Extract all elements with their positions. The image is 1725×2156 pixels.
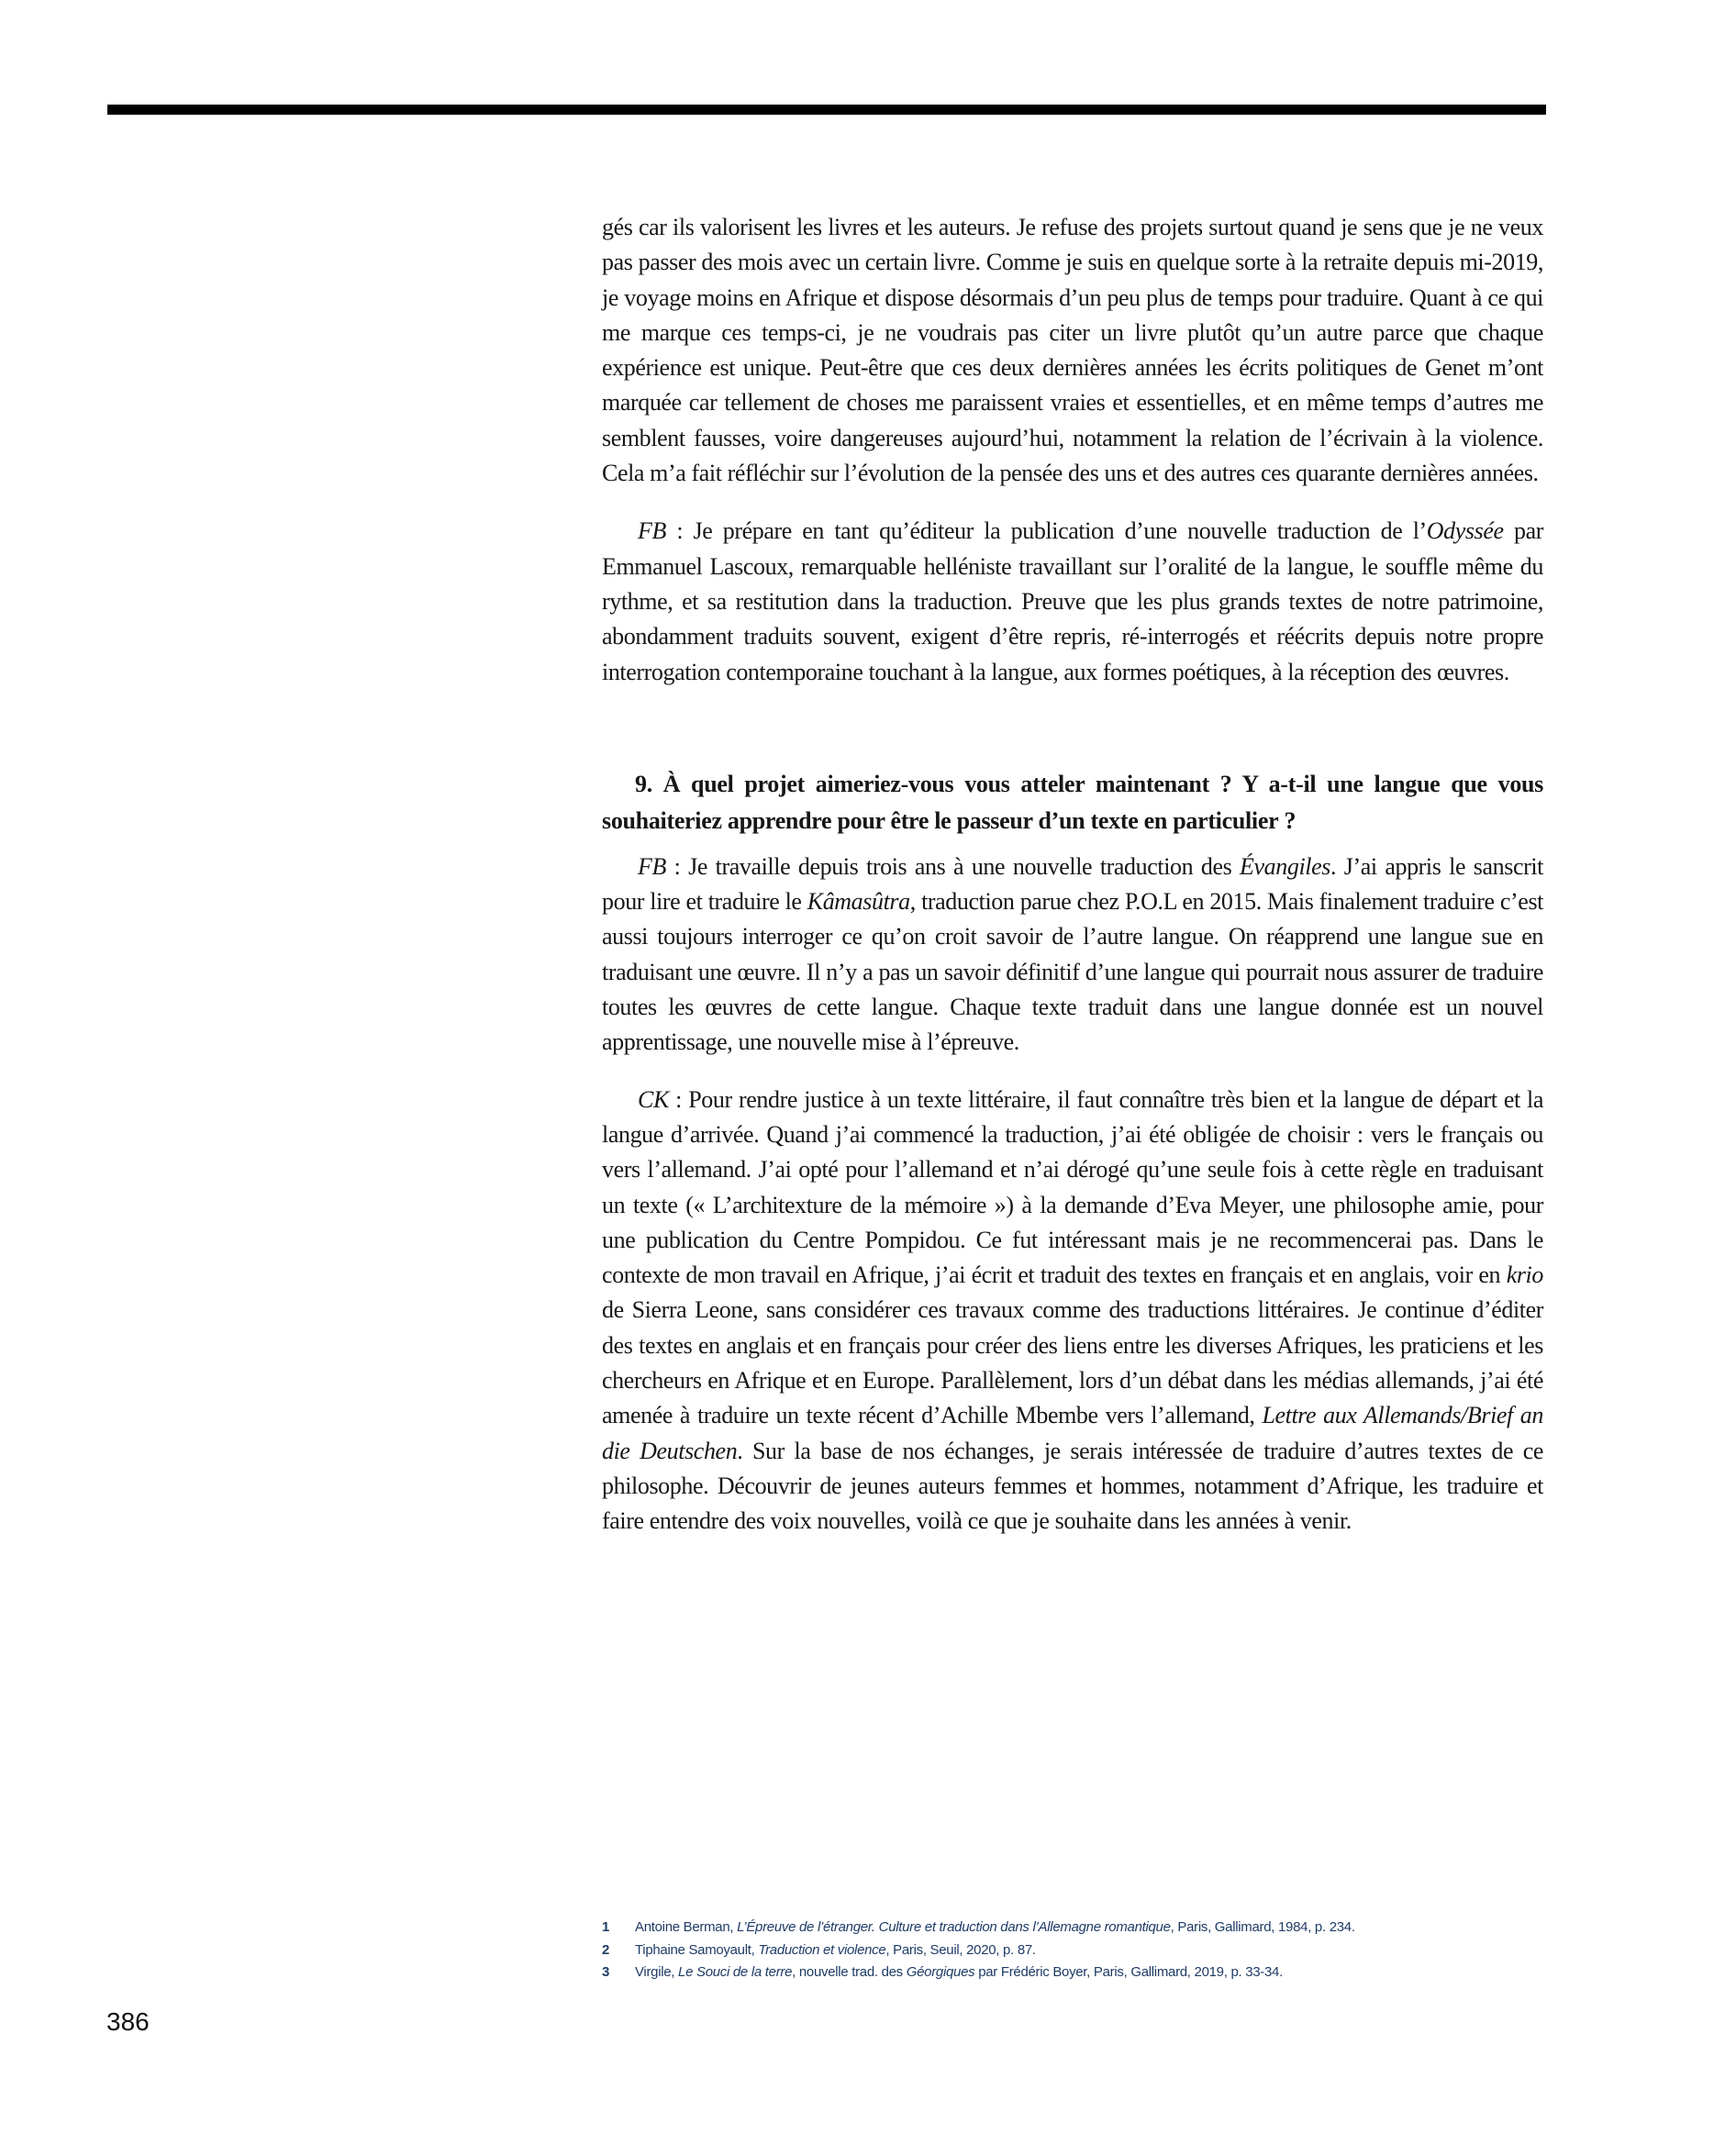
footnote [602,1917,1547,1939]
italic-run: Lettre aux Allemands/Brief an die Deutschen [602,1402,1543,1464]
italic-run: Traduction et violence [758,1941,886,1958]
paragraph-continuation [602,210,1543,491]
italic-run: FB [638,517,666,545]
text-run: . Sur la base de nos échanges, je serais intéressée de traduire d’autres textes de ce philosophe. Découvrir de jeunes auteurs femmes et hommes, notamment d’Afrique, les traduire et faire entendre des voix nouvelles, voilà ce que je souhaite dans les années à venir. [602,1437,1543,1535]
italic-run: CK [638,1085,669,1113]
page-number: 386 [106,2007,150,2036]
italic-run: krio [1506,1261,1543,1289]
italic-run: Évangiles [1240,852,1330,880]
italic-run: Géorgiques [906,1964,975,1981]
footnote-text [635,1917,1547,1939]
text-run: : Je travaille depuis trois ans à une nouvelle traduction des [665,852,1241,880]
text-run: Antoine Berman, [635,1919,738,1935]
text-run: par Frédéric Boyer, Paris, Gallimard, 2019, p. 33-34. [974,1964,1283,1981]
footnote-number: 2 [602,1941,610,1958]
text-run: : Pour rendre justice à un texte littéraire, il faut connaître très bien et la langue de départ et la langue d’arrivée. Quand j’ai commencé la traduction, j’ai été obligée de choisir : vers le français ou vers l’allemand. J’ai opté pour l’allemand et n’ai dérogé qu’une seule fois à cette règle en traduisant un texte (« L’architexture de la mémoire ») à la demande d’Eva Meyer, une philosophe amie, pour une publication du Centre Pompidou. Ce fut intéressant mais je ne recommencerai pas. Dans le contexte de mon travail en Afrique, j’ai écrit et traduit des textes en français et en anglais, voir en [602,1085,1543,1289]
footnote-number: 1 [602,1919,610,1935]
footnote [602,1962,1547,1984]
text-run: Virgile, [635,1964,679,1981]
text-run: . J’ai appris le sanscrit pour lire et traduire le [602,852,1543,916]
footnote-text [635,1939,1547,1962]
text-run: par Emmanuel Lascoux, remarquable helléniste travaillant sur l’oralité de la langue, le souffle même du rythme, et sa restitution dans la traduction. Preuve que les plus grands textes de notre patrimoine, abondamment traduits souvent, exigent d’être repris, ré-interrogés et réécrits depuis notre propre interrogation contemporaine touchant à la langue, aux formes poétiques, à la réception des œuvres. [602,517,1543,685]
text-run: , traduction parue chez P.O.L en 2015. Mais finalement traduire c’est aussi toujours interroger ce qu’on croit savoir de l’autre langue. On réapprend une langue sue en traduisant une œuvre. Il n’y a pas un savoir définitif d’une langue qui pourrait nous assurer de traduire toutes les œuvres de cette langue. Chaque texte traduit dans une langue donnée est un nouvel apprentissage, une nouvelle mise à l’épreuve. [602,888,1543,1056]
italic-run: Le Souci de la terre [678,1964,793,1981]
footnotes [602,1917,1547,1984]
text-run: , Paris, Seuil, 2020, p. 87. [885,1941,1036,1958]
text-run: : Je prépare en tant qu’éditeur la publication d’une nouvelle traduction de l’ [665,517,1427,545]
paragraph-ck [602,1083,1543,1539]
text-run: 9. À quel projet aimeriez-vous vous atteler maintenant ? Y a-t-il une langue que vous souhaiteriez apprendre pour être le passeur d’un texte en particulier ? [602,770,1543,834]
italic-run: Odyssée [1426,517,1504,545]
text-run: de Sierra Leone, sans considérer ces travaux comme des traductions littéraires. Je continue d’éditer des textes en anglais et en français pour créer des liens entre les diverses Afriques, les praticiens et les chercheurs en Afrique et en Europe. Parallèlement, lors d’un débat dans les médias allemands, j’ai été amenée à traduire un texte récent d’Achille Mbembe vers l’allemand, [602,1296,1543,1429]
footnote-text [635,1962,1547,1984]
text-run: , Paris, Gallimard, 1984, p. 234. [1170,1919,1355,1935]
paragraph-fb-odyssee [602,514,1543,689]
top-rule [107,105,1546,115]
italic-run: FB [638,852,666,880]
footnote-number: 3 [602,1964,610,1981]
italic-run: L’Épreuve de l’étranger. Culture et traduction dans l’Allemagne romantique [737,1919,1171,1935]
italic-run: Kâmasûtra [807,888,910,916]
question-9-heading [602,766,1543,839]
text-run: gés car ils valorisent les livres et les auteurs. Je refuse des projets surtout quand je sens que je ne veux pas passer des mois avec un certain livre. Comme je suis en quelque sorte à la retraite depuis mi-2019, je voyage moins en Afrique et dispose désormais d’un peu plus de temps pour traduire. Quant à ce qui me marque ces temps-ci, je ne voudrais pas citer un livre plutôt qu’un autre parce que chaque expérience est unique. Peut-être que ces deux dernières années les écrits politiques de Genet m’ont marquée car tellement de choses me paraissent vraies et essentielles, et en même temps d’autres me semblent fausses, voire dangereuses aujourd’hui, notamment la relation de l’écrivain à la violence. Cela m’a fait réfléchir sur l’évolution de la pensée des uns et des autres ces quarante dernières années. [602,214,1543,487]
text-run: Tiphaine Samoyault, [635,1941,759,1958]
text-column [602,210,1543,1539]
footnote [602,1939,1547,1962]
text-run: , nouvelle trad. des [792,1964,907,1981]
paragraph-fb-evangiles [602,850,1543,1061]
